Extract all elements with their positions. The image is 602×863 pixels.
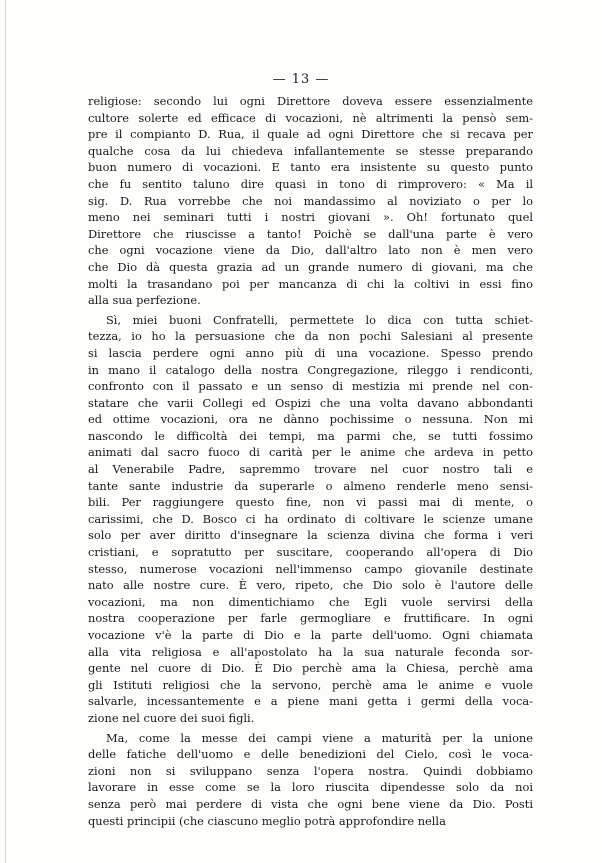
text-line: molti la trasandano poi per mancanza di chi la coltivi in essi fino [88,276,533,291]
text-line: qualche cosa da lui chiedeva infallantemente se stesse preparando [88,143,533,158]
text-line: che fu sentito taluno dire quasi in tono di rimprovero: « Ma il [88,176,533,191]
text-line: vocazioni, ma non dimentichiamo che Egli vuole servirsi della [88,594,533,609]
paragraph [88,730,533,830]
text-line: senza però mai perdere di vista che ogni bene viene da Dio. Posti [88,796,533,811]
page-number: — 13 — [272,72,330,87]
text-line: zione nel cuore dei suoi figli. [88,710,255,725]
text-line: carissimi, che D. Bosco ci ha ordinato di coltivare le scienze umane [88,511,533,526]
text-line: Ma, come la messe dei campi viene a maturità per la unione [106,730,533,745]
text-line: gente nel cuore di Dio. È Dio perchè ama la Chiesa, perchè ama [88,661,533,676]
text-line: zioni non si sviluppano senza l'opera nostra. Quindi dobbiamo [88,763,533,778]
text-line: nostra cooperazione per farle germogliare e fruttificare. In ogni [88,611,533,626]
text-line: cultore solerte ed efficace di vocazioni, nè altrimenti la pensò sem- [88,110,533,125]
text-line: Direttore che riuscisse a tanto! Poichè se dall'una parte è vero [88,226,533,241]
text-line: alla vita religiosa e all'apostolato ha la sua naturale feconda sor- [88,644,533,659]
paragraph [88,93,533,309]
text-line: pre il compianto D. Rua, il quale ad ogni Direttore che si recava per [88,127,533,142]
text-line: gli Istituti religiosi che la servono, perchè ama le anime e vuole [88,677,533,692]
text-line: buon numero di vocazioni. E tanto era insistente su questo punto [88,160,533,175]
text-line: si lascia perdere ogni anno più di una vocazione. Spesso prendo [88,345,533,360]
text-line: salvarle, incessantemente e a piene mani getta i germi della voca- [88,694,533,709]
body-text [88,93,533,829]
text-line: tante sante industrie da superarle o almeno renderle meno sensi- [88,478,533,493]
text-line: statare che varii Collegi ed Ospizi che una volta davano abbondanti [88,395,533,410]
text-line: cristiani, e sopratutto per suscitare, cooperando all'opera di Dio [88,545,533,560]
text-line: tezza, io ho la persuasione che da non pochi Salesiani al presente [88,329,533,344]
text-line: vocazione v'è la parte di Dio e la parte dell'uomo. Ogni chiamata [88,628,533,642]
text-line: religiose: secondo lui ogni Direttore doveva essere essenzialmente [88,94,533,108]
text-line: bili. Per raggiungere questo fine, non vi passi mai di mente, o [88,495,533,510]
text-line: stesso, numerose vocazioni nell'immenso campo giovanile destinate [88,561,533,576]
text-line: meno nei seminari tutti i nostri giovani ». Oh! fortunato quel [88,210,533,225]
text-line: che ogni vocazione viene da Dio, dall'altro lato non è men vero [88,243,533,258]
text-line: alla sua perfezione. [88,293,201,308]
text-line: lavorare in esse come se la loro riuscita dipendesse solo da noi [88,780,533,795]
text-line: questi principii (che ciascuno meglio potrà approfondire nella [88,813,446,828]
text-line: al Venerabile Padre, sapremmo trovare nel cuor nostro tali e [88,462,533,477]
text-line: confronto con il passato e un senso di mestizia mi prende nel con- [88,379,533,394]
text-line: nascondo le difficoltà dei tempi, ma parmi che, se tutti fossimo [88,428,533,443]
text-line: delle fatiche dell'uomo e delle benedizioni del Cielo, così le voca- [88,747,533,762]
text-line: Sì, miei buoni Confratelli, permettete lo dica con tutta schiet- [106,312,533,327]
text-line: sig. D. Rua vorrebbe che noi mandassimo al noviziato o per lo [88,193,533,208]
text-line: solo per aver diritto d'insegnare la scienza divina che forma i veri [88,528,533,543]
paragraph [88,312,533,727]
text-line: che Dio dà questa grazia ad un grande numero di giovani, ma che [88,259,533,274]
text-line: nato alle nostre cure. È vero, ripeto, che Dio solo è l'autore delle [88,578,533,593]
page-edge-line [5,0,6,863]
text-line: ed ottime vocazioni, ora ne dànno pochissime o nessuna. Non mi [88,412,533,427]
text-line: animati dal sacro fuoco di carità per le anime che ardeva in petto [88,445,533,460]
text-line: in mano il catalogo della nostra Congregazione, rileggo i rendiconti, [88,362,533,377]
